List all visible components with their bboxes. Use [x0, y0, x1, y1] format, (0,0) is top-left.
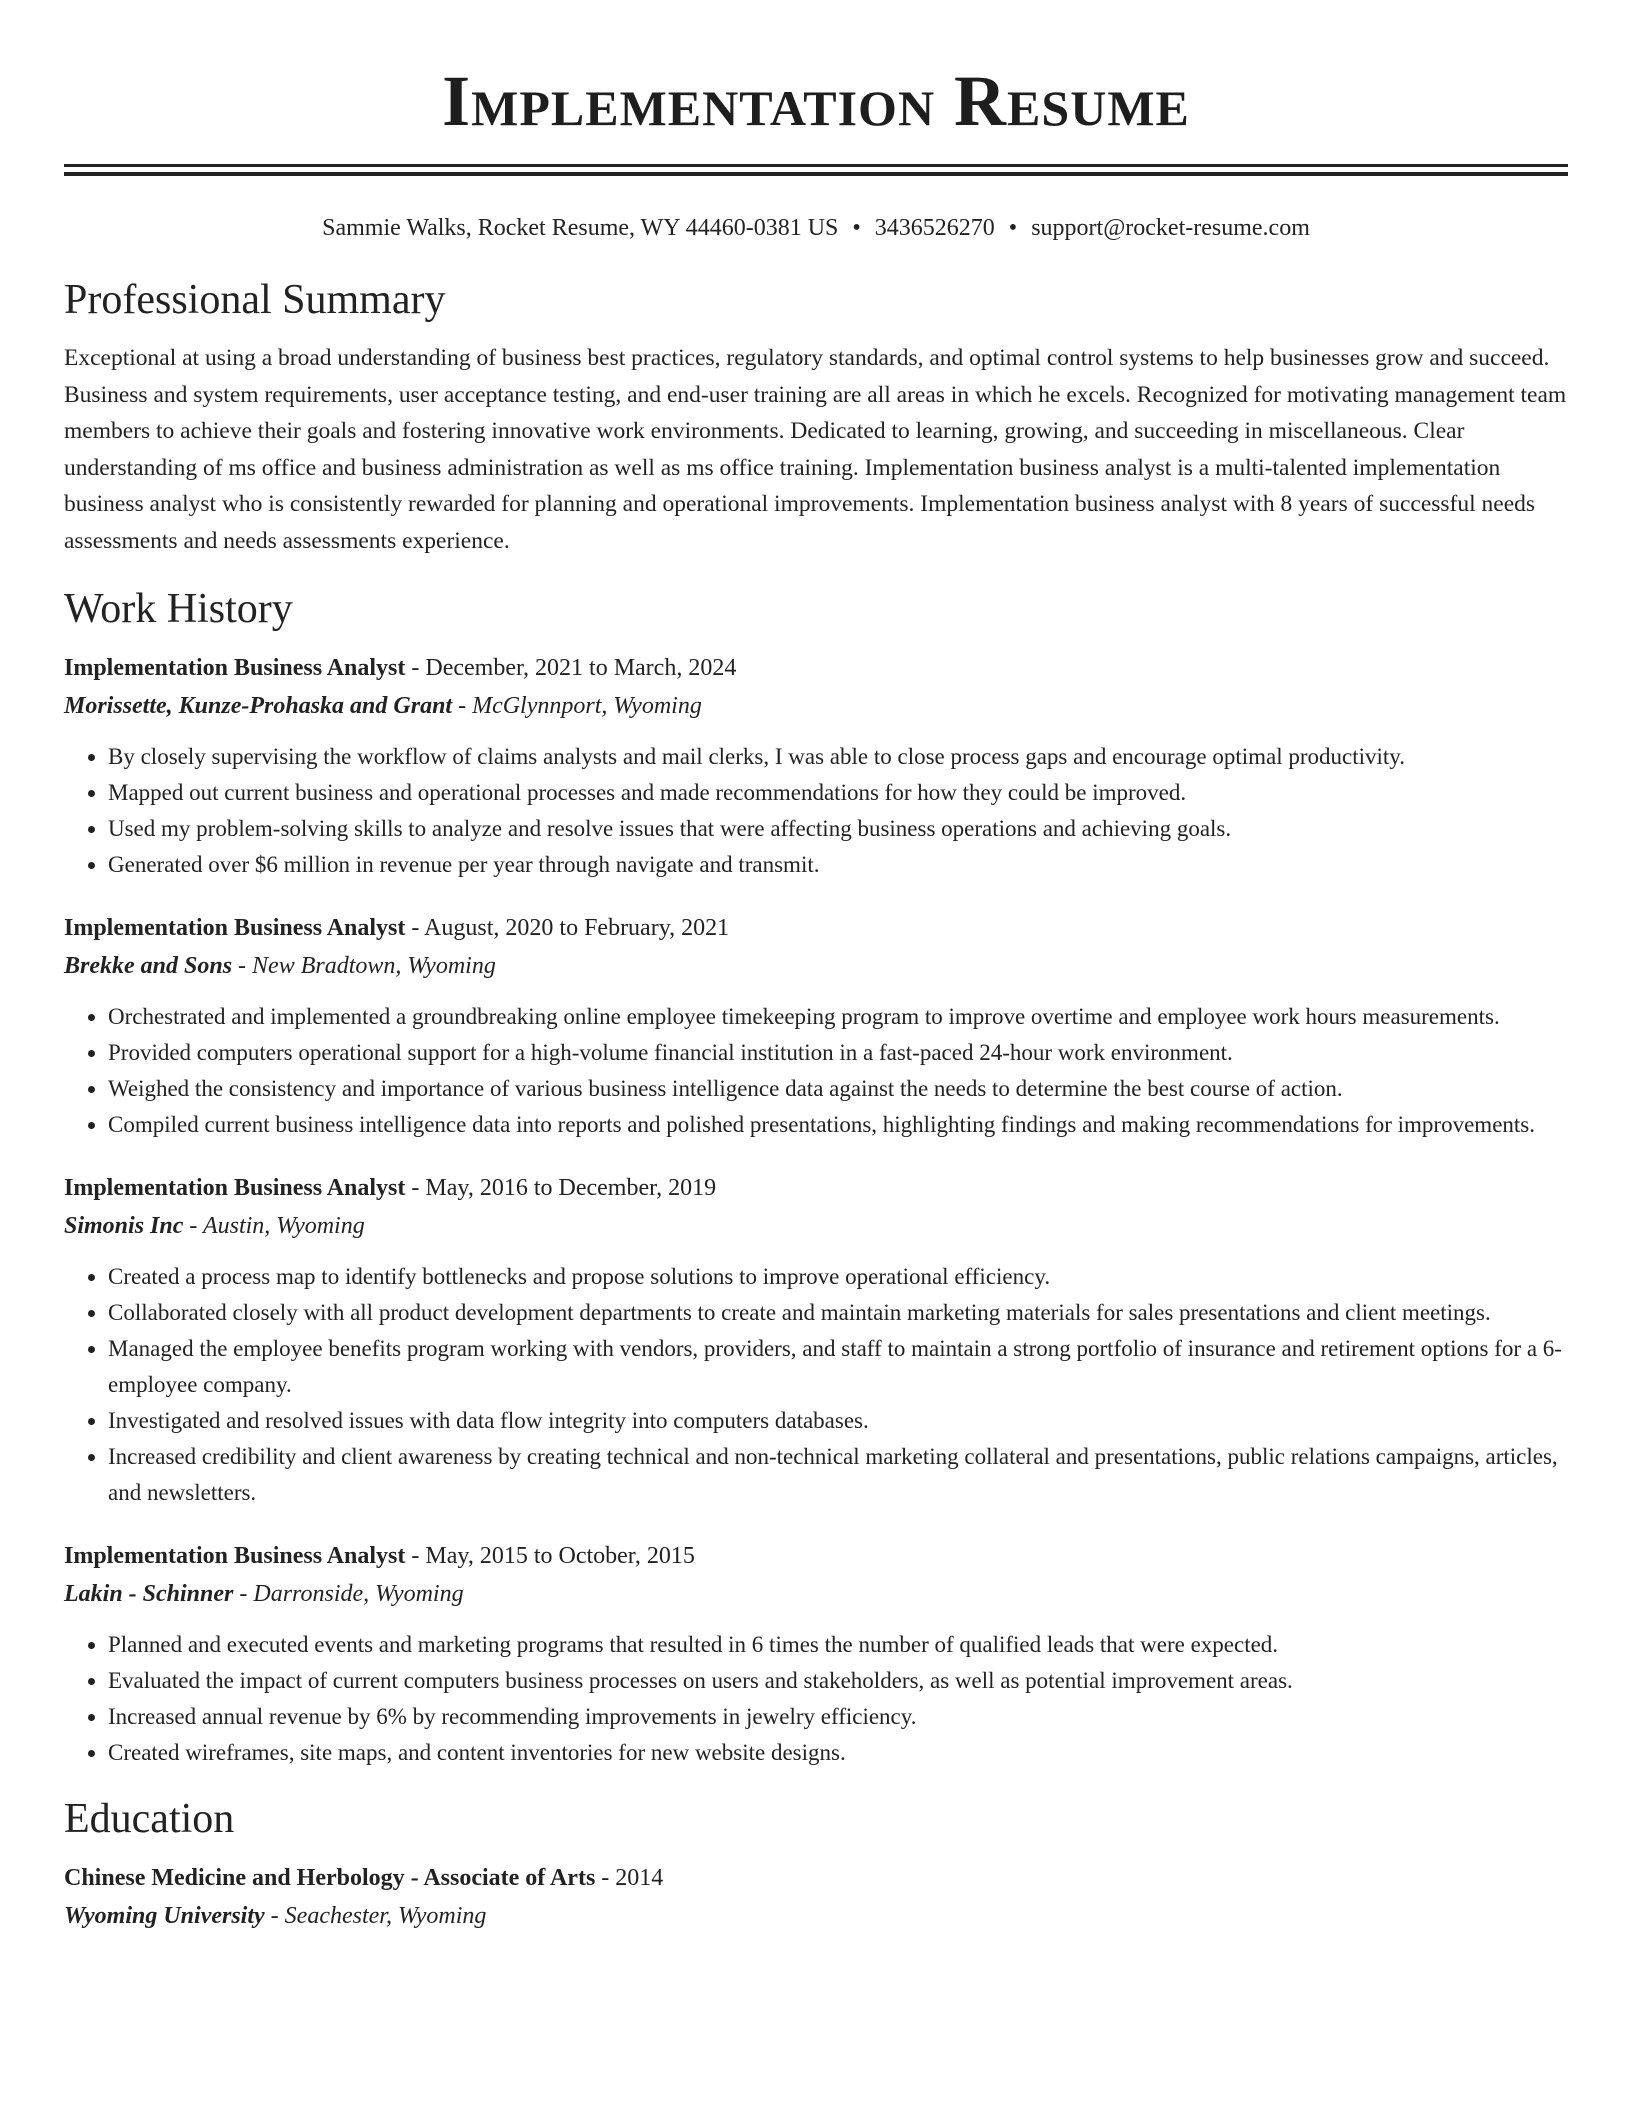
- job-bullet: • Increased annual revenue by 6% by recommending improvements in jewelry efficiency.: [108, 1699, 1568, 1735]
- job-company-line: [64, 1207, 1568, 1245]
- job-title: Implementation Business Analyst: [64, 655, 406, 681]
- job-title-line: [64, 649, 1568, 687]
- job-dates: - May, 2016 to December, 2019: [405, 1175, 717, 1201]
- education-location: - Seachester, Wyoming: [264, 1903, 487, 1929]
- job-bullet: • By closely supervising the workflow of claims analysts and mail clerks, I was able to close process gaps and encourage optimal productivity.: [108, 739, 1568, 775]
- job-company-line: [64, 1575, 1568, 1613]
- job-bullet: • Orchestrated and implemented a groundbreaking online employee timekeeping program to improve overtime and employee work hours measurements.: [108, 999, 1568, 1035]
- job-title: Implementation Business Analyst: [64, 1543, 406, 1569]
- job-dates: - May, 2015 to October, 2015: [405, 1543, 695, 1569]
- job-bullet: • Created wireframes, site maps, and content inventories for new website designs.: [108, 1735, 1568, 1771]
- job-entry: [64, 649, 1568, 883]
- summary-heading: Professional Summary: [64, 277, 446, 323]
- job-bullets: [64, 1259, 1568, 1511]
- contact-email[interactable]: support@rocket-resume.com: [1031, 215, 1310, 241]
- job-company-line: [64, 687, 1568, 725]
- job-title: Implementation Business Analyst: [64, 915, 406, 941]
- summary-text: Exceptional at using a broad understanding of business best practices, regulatory standards, and optimal control systems to help businesses grow and succeed. Business and system requirements, user acceptance testing, and end-user training are all areas in which he excels. Recognized for motivating management team members to achieve their goals and fostering innovative work environments. Dedicated to learning, growing, and succeeding in miscellaneous. Clear understanding of ms office and business administration as well as ms office training. Implementation business analyst is a multi-talented implementation business analyst who is consistently rewarded for planning and operational improvements. Implementation business analyst with 8 years of successful needs assessments and needs assessments experience.: [64, 345, 1567, 554]
- contact-separator: •: [1008, 215, 1018, 241]
- job-dates: - August, 2020 to February, 2021: [405, 915, 730, 941]
- job-bullets: [64, 999, 1568, 1143]
- education-degree: Chinese Medicine and Herbology - Associate of Arts: [64, 1865, 596, 1891]
- job-entry: [64, 1537, 1568, 1771]
- contact-phone: 3436526270: [874, 215, 995, 241]
- job-location: - New Bradtown, Wyoming: [232, 953, 496, 979]
- job-bullets: [64, 1627, 1568, 1771]
- job-bullet: • Generated over $6 million in revenue per year through navigate and transmit.: [108, 847, 1568, 883]
- education-degree-line: [64, 1859, 1568, 1897]
- education-school-line: [64, 1897, 1568, 1935]
- job-location: - Austin, Wyoming: [183, 1213, 365, 1239]
- job-bullet: • Used my problem-solving skills to analyze and resolve issues that were affecting business operations and achieving goals.: [108, 811, 1568, 847]
- job-entry: [64, 909, 1568, 1143]
- job-title: Implementation Business Analyst: [64, 1175, 406, 1201]
- job-title-line: [64, 1169, 1568, 1207]
- job-company-line: [64, 947, 1568, 985]
- job-bullet: • Provided computers operational support for a high-volume financial institution in a fast-paced 24-hour work environment.: [108, 1035, 1568, 1071]
- job-bullet: • Planned and executed events and marketing programs that resulted in 6 times the number of qualified leads that were expected.: [108, 1627, 1568, 1663]
- page-title: Implementation Resume: [442, 61, 1190, 141]
- title-divider: [64, 164, 1568, 176]
- job-bullets: [64, 739, 1568, 883]
- job-bullet: • Collaborated closely with all product development departments to create and maintain marketing materials for sales presentations and client meetings.: [108, 1295, 1568, 1331]
- contact-separator: •: [852, 215, 861, 241]
- job-company: Morissette, Kunze-Prohaska and Grant: [64, 693, 453, 719]
- job-bullet: • Mapped out current business and operational processes and made recommendations for how they could be improved.: [108, 775, 1568, 811]
- job-company: Lakin - Schinner: [64, 1581, 234, 1607]
- contact-line: [64, 212, 1568, 244]
- job-company: Simonis Inc: [64, 1213, 184, 1239]
- job-bullet: • Investigated and resolved issues with data flow integrity into computers databases.: [108, 1403, 1568, 1439]
- job-company: Brekke and Sons: [64, 953, 233, 979]
- education-entry: [64, 1859, 1568, 1935]
- job-entry: [64, 1169, 1568, 1511]
- job-title-line: [64, 909, 1568, 947]
- education-year: - 2014: [595, 1865, 664, 1891]
- job-bullet: • Weighed the consistency and importance of various business intelligence data against the needs to determine the best course of action.: [108, 1071, 1568, 1107]
- job-bullet: • Created a process map to identify bottlenecks and propose solutions to improve operational efficiency.: [108, 1259, 1568, 1295]
- contact-address: Sammie Walks, Rocket Resume, WY 44460-0381 US: [322, 215, 839, 241]
- job-location: - McGlynnport, Wyoming: [452, 693, 702, 719]
- job-title-line: [64, 1537, 1568, 1575]
- job-bullet: • Compiled current business intelligence data into reports and polished presentations, highlighting findings and making recommendations for improvements.: [108, 1107, 1568, 1143]
- job-bullet: • Evaluated the impact of current computers business processes on users and stakeholders, as well as potential improvement areas.: [108, 1663, 1568, 1699]
- education-school: Wyoming University: [64, 1903, 265, 1929]
- education-heading: Education: [64, 1796, 235, 1842]
- job-location: - Darronside, Wyoming: [233, 1581, 464, 1607]
- job-bullet: • Managed the employee benefits program working with vendors, providers, and staff to maintain a strong portfolio of insurance and retirement options for a 6-employee company.: [108, 1331, 1568, 1403]
- work-history-heading: Work History: [64, 586, 293, 632]
- job-dates: - December, 2021 to March, 2024: [405, 655, 737, 681]
- job-bullet: • Increased credibility and client awareness by creating technical and non-technical marketing collateral and presentations, public relations campaigns, articles, and newsletters.: [108, 1439, 1568, 1511]
